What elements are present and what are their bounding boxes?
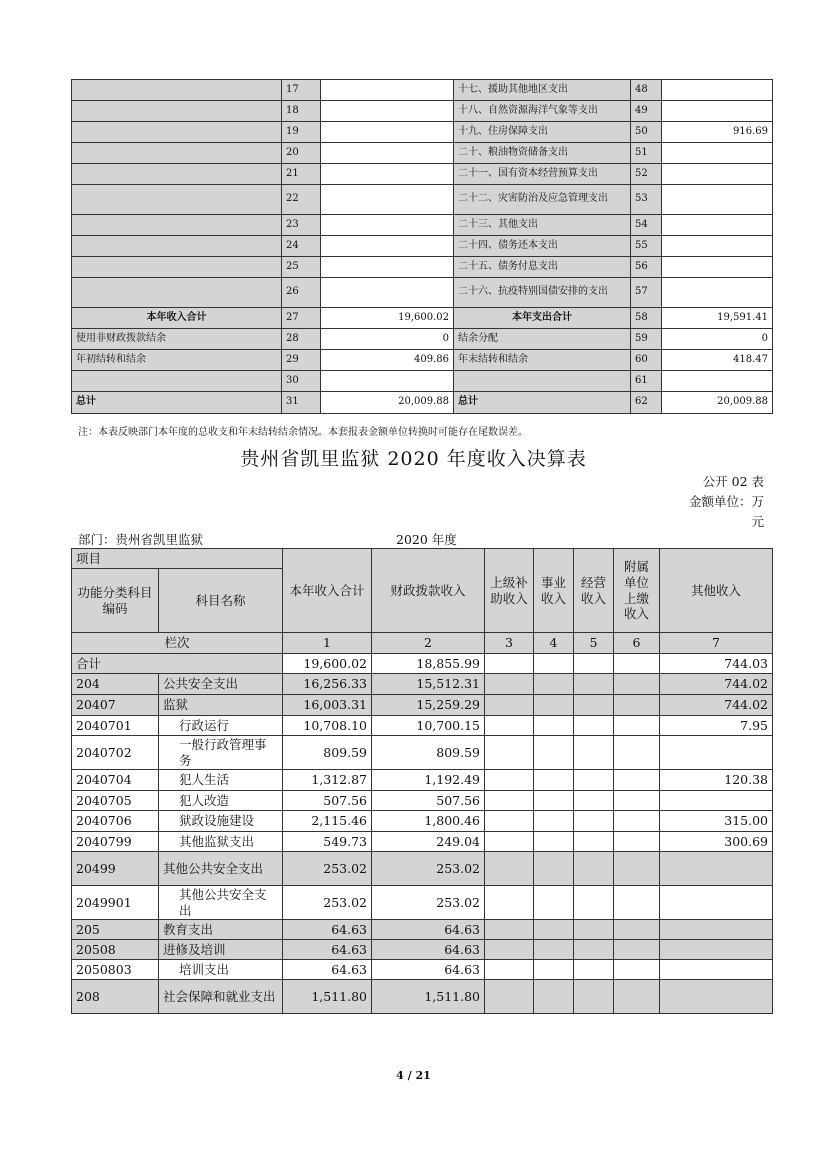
amount-total: 1,312.87 — [283, 770, 372, 791]
left-amount — [321, 215, 454, 236]
header-operating: 经营收入 — [574, 549, 614, 633]
left-item-label — [72, 257, 282, 278]
income-table — [71, 548, 773, 1014]
amount-operating — [574, 716, 614, 736]
table-row — [72, 143, 773, 164]
left-line-number: 29 — [282, 350, 321, 371]
subject-code: 20508 — [72, 940, 159, 960]
unit-label: 金额单位：万 — [688, 494, 764, 509]
amount-business — [534, 980, 574, 1014]
amount-other — [660, 886, 773, 920]
left-item-label — [72, 80, 282, 101]
right-amount — [662, 143, 773, 164]
left-line-number: 22 — [282, 185, 321, 215]
subject-code: 20499 — [72, 852, 159, 886]
subject-name: 犯人改造 — [159, 791, 283, 811]
amount-other: 300.69 — [660, 832, 773, 852]
table-row — [72, 278, 773, 308]
left-amount — [321, 143, 454, 164]
total-row-affiliated — [614, 654, 660, 674]
subject-code: 2040702 — [72, 736, 159, 770]
amount-affiliated — [614, 736, 660, 770]
form-number: 公开 02 表 — [702, 474, 764, 489]
left-amount: 0 — [321, 329, 454, 350]
table-row — [72, 811, 773, 832]
col-number: 7 — [660, 633, 773, 654]
amount-affiliated — [614, 716, 660, 736]
amount-operating — [574, 674, 614, 695]
amount-operating — [574, 852, 614, 886]
amount-other — [660, 940, 773, 960]
left-line-number: 17 — [282, 80, 321, 101]
amount-other — [660, 736, 773, 770]
amount-superior — [485, 811, 534, 832]
right-line-number: 56 — [631, 257, 662, 278]
right-amount — [662, 80, 773, 101]
subject-name: 狱政设施建设 — [159, 811, 283, 832]
right-amount — [662, 236, 773, 257]
amount-superior — [485, 832, 534, 852]
col-number: 4 — [534, 633, 574, 654]
right-amount — [662, 278, 773, 308]
right-amount: 418.47 — [662, 350, 773, 371]
header-superior: 上级补助收入 — [485, 549, 534, 633]
amount-affiliated — [614, 940, 660, 960]
total-row-operating — [574, 654, 614, 674]
left-amount — [321, 122, 454, 143]
year-label: 2020 年度 — [396, 532, 457, 547]
right-item-label: 二十三、其他支出 — [454, 215, 631, 236]
header-fiscal: 财政拨款收入 — [372, 549, 485, 633]
amount-other — [660, 980, 773, 1014]
amount-total: 253.02 — [283, 886, 372, 920]
amount-operating — [574, 920, 614, 940]
table-row — [72, 940, 773, 960]
amount-total: 10,708.10 — [283, 716, 372, 736]
right-line-number: 55 — [631, 236, 662, 257]
amount-superior — [485, 791, 534, 811]
left-item-label: 年初结转和结余 — [72, 350, 282, 371]
total-row-superior — [485, 654, 534, 674]
right-item-label: 二十一、国有资本经营预算支出 — [454, 164, 631, 185]
left-line-number: 31 — [282, 392, 321, 414]
header-affiliated: 附属单位上缴收入 — [614, 549, 660, 633]
subject-code: 2049901 — [72, 886, 159, 920]
amount-operating — [574, 695, 614, 716]
left-line-number: 26 — [282, 278, 321, 308]
amount-superior — [485, 852, 534, 886]
table-row — [72, 236, 773, 257]
col-number: 3 — [485, 633, 534, 654]
amount-operating — [574, 832, 614, 852]
subject-code: 2040705 — [72, 791, 159, 811]
amount-other: 744.02 — [660, 674, 773, 695]
left-item-label — [72, 164, 282, 185]
right-amount: 20,009.88 — [662, 392, 773, 414]
subject-name: 监狱 — [159, 695, 283, 716]
amount-fiscal: 1,800.46 — [372, 811, 485, 832]
left-item-label: 总计 — [72, 392, 282, 414]
amount-other — [660, 852, 773, 886]
header-business: 事业收入 — [534, 549, 574, 633]
subject-name: 公共安全支出 — [159, 674, 283, 695]
subject-name: 其他公共安全支出 — [159, 886, 283, 920]
right-amount — [662, 101, 773, 122]
right-amount: 19,591.41 — [662, 308, 773, 329]
amount-other — [660, 960, 773, 980]
amount-business — [534, 852, 574, 886]
table-row — [72, 832, 773, 852]
right-line-number: 51 — [631, 143, 662, 164]
left-item-label — [72, 278, 282, 308]
left-amount: 409.86 — [321, 350, 454, 371]
amount-total: 16,256.33 — [283, 674, 372, 695]
right-line-number: 54 — [631, 215, 662, 236]
left-amount — [321, 101, 454, 122]
amount-operating — [574, 980, 614, 1014]
table-row — [72, 185, 773, 215]
amount-fiscal: 15,259.29 — [372, 695, 485, 716]
amount-business — [534, 886, 574, 920]
left-amount — [321, 236, 454, 257]
right-item-label: 二十、粮油物资储备支出 — [454, 143, 631, 164]
table-note: 注：本表反映部门本年度的总收支和年末结转结余情况。本套报表金额单位转换时可能存在尾数误差。 — [78, 427, 528, 438]
amount-affiliated — [614, 674, 660, 695]
left-line-number: 25 — [282, 257, 321, 278]
amount-affiliated — [614, 811, 660, 832]
unit-suffix: 元 — [751, 514, 764, 529]
right-item-label: 本年支出合计 — [454, 308, 631, 329]
table-row — [72, 350, 773, 371]
amount-superior — [485, 695, 534, 716]
amount-superior — [485, 674, 534, 695]
right-item-label: 二十二、灾害防治及应急管理支出 — [454, 185, 631, 215]
table-row — [72, 791, 773, 811]
amount-affiliated — [614, 695, 660, 716]
subject-name: 社会保障和就业支出 — [159, 980, 283, 1014]
right-item-label: 年末结转和结余 — [454, 350, 631, 371]
amount-other: 7.95 — [660, 716, 773, 736]
amount-total: 64.63 — [283, 920, 372, 940]
left-amount: 20,009.88 — [321, 392, 454, 414]
amount-affiliated — [614, 791, 660, 811]
right-item-label: 结余分配 — [454, 329, 631, 350]
subject-code: 2040799 — [72, 832, 159, 852]
header-item: 项目 — [72, 549, 283, 569]
table-row — [72, 308, 773, 329]
table-row — [72, 122, 773, 143]
table-row — [72, 736, 773, 770]
right-line-number: 48 — [631, 80, 662, 101]
col-number: 1 — [283, 633, 372, 654]
subject-code: 204 — [72, 674, 159, 695]
left-amount — [321, 164, 454, 185]
table-row — [72, 716, 773, 736]
amount-superior — [485, 716, 534, 736]
total-row-total: 19,600.02 — [283, 654, 372, 674]
total-row-other: 744.03 — [660, 654, 773, 674]
amount-total: 64.63 — [283, 940, 372, 960]
right-amount — [662, 185, 773, 215]
right-item-label — [454, 371, 631, 392]
right-line-number: 61 — [631, 371, 662, 392]
right-item-label: 二十六、抗疫特别国债安排的支出 — [454, 278, 631, 308]
amount-other — [660, 791, 773, 811]
summary-table — [71, 79, 773, 414]
right-line-number: 58 — [631, 308, 662, 329]
col-number: 6 — [614, 633, 660, 654]
subject-name: 犯人生活 — [159, 770, 283, 791]
left-amount — [321, 80, 454, 101]
amount-other: 120.38 — [660, 770, 773, 791]
total-row-business — [534, 654, 574, 674]
amount-superior — [485, 960, 534, 980]
amount-business — [534, 716, 574, 736]
left-line-number: 30 — [282, 371, 321, 392]
left-line-number: 20 — [282, 143, 321, 164]
left-item-label: 使用非财政拨款结余 — [72, 329, 282, 350]
table-row — [72, 770, 773, 791]
amount-fiscal: 507.56 — [372, 791, 485, 811]
department-label: 部门：贵州省凯里监狱 — [78, 532, 204, 547]
left-item-label — [72, 122, 282, 143]
amount-business — [534, 960, 574, 980]
amount-total: 253.02 — [283, 852, 372, 886]
amount-operating — [574, 770, 614, 791]
right-line-number: 50 — [631, 122, 662, 143]
subject-code: 205 — [72, 920, 159, 940]
subject-name: 行政运行 — [159, 716, 283, 736]
amount-operating — [574, 940, 614, 960]
right-line-number: 49 — [631, 101, 662, 122]
right-item-label: 十九、住房保障支出 — [454, 122, 631, 143]
table-row — [72, 886, 773, 920]
amount-total: 1,511.80 — [283, 980, 372, 1014]
total-row-fiscal: 18,855.99 — [372, 654, 485, 674]
right-line-number: 57 — [631, 278, 662, 308]
amount-operating — [574, 811, 614, 832]
amount-total: 809.59 — [283, 736, 372, 770]
total-row-label: 合计 — [72, 654, 283, 674]
amount-business — [534, 940, 574, 960]
col-label: 栏次 — [72, 633, 283, 654]
left-amount — [321, 257, 454, 278]
table-row — [72, 920, 773, 940]
amount-fiscal: 1,511.80 — [372, 980, 485, 1014]
left-line-number: 24 — [282, 236, 321, 257]
subject-code: 20407 — [72, 695, 159, 716]
left-line-number: 21 — [282, 164, 321, 185]
col-number: 5 — [574, 633, 614, 654]
amount-fiscal: 64.63 — [372, 920, 485, 940]
right-amount — [662, 257, 773, 278]
left-line-number: 23 — [282, 215, 321, 236]
left-item-label — [72, 236, 282, 257]
amount-fiscal: 64.63 — [372, 960, 485, 980]
amount-superior — [485, 736, 534, 770]
left-amount — [321, 185, 454, 215]
amount-affiliated — [614, 920, 660, 940]
amount-superior — [485, 886, 534, 920]
subject-code: 2040704 — [72, 770, 159, 791]
right-item-label: 二十五、债务付息支出 — [454, 257, 631, 278]
amount-business — [534, 920, 574, 940]
table-row — [72, 80, 773, 101]
amount-fiscal: 253.02 — [372, 886, 485, 920]
page-number: 4 / 21 — [396, 1069, 431, 1082]
amount-business — [534, 770, 574, 791]
right-amount: 0 — [662, 329, 773, 350]
table-row — [72, 674, 773, 695]
amount-business — [534, 695, 574, 716]
table-row — [72, 852, 773, 886]
amount-total: 549.73 — [283, 832, 372, 852]
right-line-number: 59 — [631, 329, 662, 350]
left-item-label — [72, 185, 282, 215]
right-item-label: 十七、援助其他地区支出 — [454, 80, 631, 101]
left-line-number: 18 — [282, 101, 321, 122]
table-row — [72, 371, 773, 392]
amount-other: 744.02 — [660, 695, 773, 716]
right-amount: 916.69 — [662, 122, 773, 143]
report-title: 贵州省凯里监狱 2020 年度收入决算表 — [240, 448, 587, 470]
amount-operating — [574, 736, 614, 770]
left-line-number: 28 — [282, 329, 321, 350]
left-line-number: 19 — [282, 122, 321, 143]
table-row — [72, 392, 773, 414]
amount-affiliated — [614, 886, 660, 920]
left-amount — [321, 278, 454, 308]
table-row — [72, 257, 773, 278]
header-other: 其他收入 — [660, 549, 773, 633]
subject-name: 其他公共安全支出 — [159, 852, 283, 886]
amount-superior — [485, 940, 534, 960]
amount-fiscal: 64.63 — [372, 940, 485, 960]
left-amount — [321, 371, 454, 392]
left-item-label — [72, 371, 282, 392]
left-item-label — [72, 143, 282, 164]
subject-code: 208 — [72, 980, 159, 1014]
amount-operating — [574, 960, 614, 980]
amount-fiscal: 15,512.31 — [372, 674, 485, 695]
right-amount — [662, 215, 773, 236]
amount-fiscal: 1,192.49 — [372, 770, 485, 791]
amount-total: 507.56 — [283, 791, 372, 811]
right-line-number: 52 — [631, 164, 662, 185]
amount-business — [534, 791, 574, 811]
amount-fiscal: 10,700.15 — [372, 716, 485, 736]
right-item-label: 十八、自然资源海洋气象等支出 — [454, 101, 631, 122]
amount-total: 16,003.31 — [283, 695, 372, 716]
amount-business — [534, 832, 574, 852]
left-item-label — [72, 101, 282, 122]
amount-fiscal: 809.59 — [372, 736, 485, 770]
table-row — [72, 980, 773, 1014]
amount-business — [534, 811, 574, 832]
amount-fiscal: 253.02 — [372, 852, 485, 886]
amount-business — [534, 736, 574, 770]
col-number: 2 — [372, 633, 485, 654]
subject-name: 其他监狱支出 — [159, 832, 283, 852]
amount-total: 64.63 — [283, 960, 372, 980]
subject-name: 培训支出 — [159, 960, 283, 980]
subject-name: 进修及培训 — [159, 940, 283, 960]
left-item-label: 本年收入合计 — [72, 308, 282, 329]
left-amount: 19,600.02 — [321, 308, 454, 329]
amount-superior — [485, 920, 534, 940]
amount-other — [660, 920, 773, 940]
subject-code: 2040706 — [72, 811, 159, 832]
amount-superior — [485, 770, 534, 791]
subject-name: 教育支出 — [159, 920, 283, 940]
subject-code: 2040701 — [72, 716, 159, 736]
header-name: 科目名称 — [159, 569, 283, 633]
amount-affiliated — [614, 980, 660, 1014]
header-total: 本年收入合计 — [283, 549, 372, 633]
header-code: 功能分类科目编码 — [72, 569, 159, 633]
right-line-number: 60 — [631, 350, 662, 371]
table-row — [72, 215, 773, 236]
subject-name: 一般行政管理事务 — [159, 736, 283, 770]
right-amount — [662, 164, 773, 185]
right-item-label: 总计 — [454, 392, 631, 414]
left-line-number: 27 — [282, 308, 321, 329]
right-line-number: 62 — [631, 392, 662, 414]
amount-total: 2,115.46 — [283, 811, 372, 832]
amount-other: 315.00 — [660, 811, 773, 832]
amount-fiscal: 249.04 — [372, 832, 485, 852]
amount-operating — [574, 791, 614, 811]
table-row — [72, 101, 773, 122]
table-row — [72, 960, 773, 980]
amount-affiliated — [614, 960, 660, 980]
amount-business — [534, 674, 574, 695]
amount-affiliated — [614, 832, 660, 852]
amount-affiliated — [614, 770, 660, 791]
amount-affiliated — [614, 852, 660, 886]
subject-code: 2050803 — [72, 960, 159, 980]
table-row — [72, 695, 773, 716]
table-row — [72, 329, 773, 350]
right-line-number: 53 — [631, 185, 662, 215]
left-item-label — [72, 215, 282, 236]
table-row — [72, 164, 773, 185]
right-item-label: 二十四、债务还本支出 — [454, 236, 631, 257]
amount-operating — [574, 886, 614, 920]
right-amount — [662, 371, 773, 392]
amount-superior — [485, 980, 534, 1014]
